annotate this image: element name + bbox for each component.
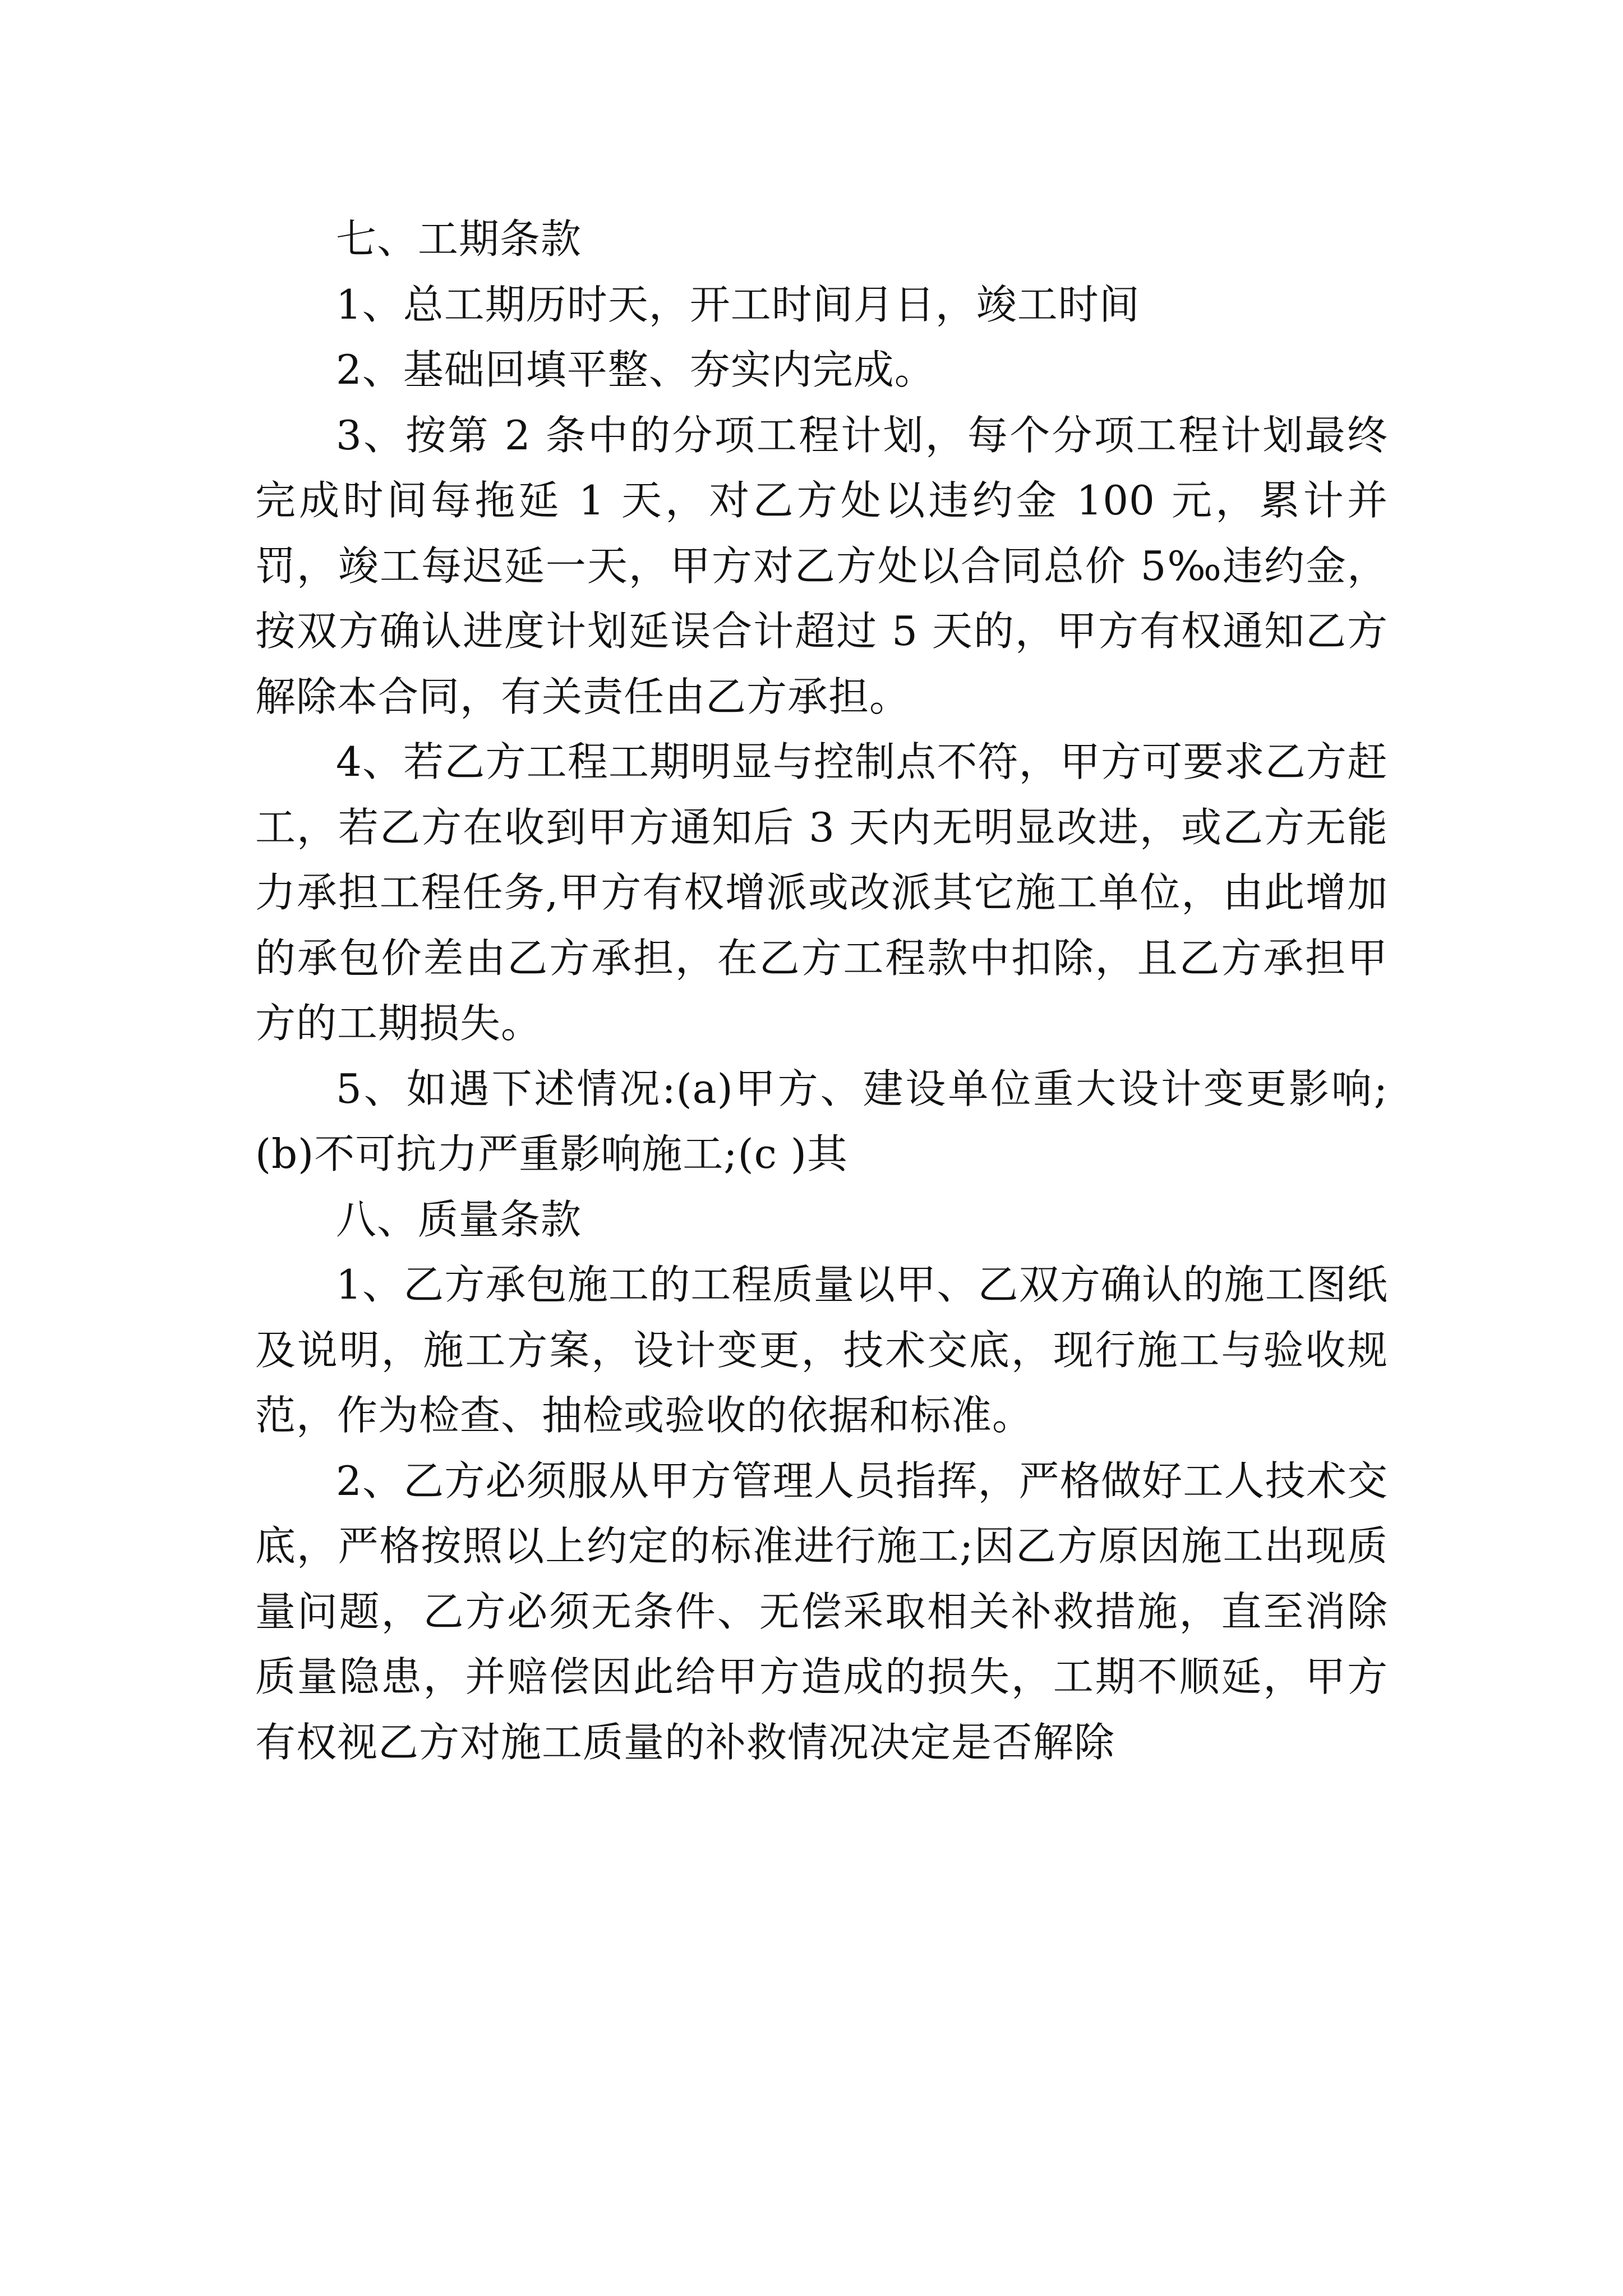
quality-clause-1: 1、乙方承包施工的工程质量以甲、乙双方确认的施工图纸及说明，施工方案，设计变更，技术交底，现行施工与验收规范，作为检查、抽检或验收的依据和标准。 [255, 1261, 1388, 1439]
schedule-clause-4: 4、若乙方工程工期明显与控制点不符，甲方可要求乙方赶工，若乙方在收到甲方通知后 3 天内无明显改进，或乙方无能力承担工程任务,甲方有权增派或改派其它施工单位，由此增加的承包价差由乙方承担，在乙方工程款中扣除，且乙方承担甲方的工期损失。 [255, 738, 1388, 1047]
section-heading-quality: 八、质量条款 [336, 1195, 582, 1243]
schedule-clause-2: 2、基础回填平整、夯实内完成。 [336, 346, 935, 393]
section-heading-schedule: 七、工期条款 [336, 215, 582, 263]
schedule-clause-5: 5、如遇下述情况:(a)甲方、建设单位重大设计变更影响;(b)不可抗力严重影响施工;(c )其 [255, 1065, 1388, 1177]
schedule-clause-1: 1、总工期历时天，开工时间月日，竣工时间 [336, 280, 1140, 328]
quality-clause-2: 2、乙方必须服从甲方管理人员指挥，严格做好工人技术交底，严格按照以上约定的标准进行施工;因乙方原因施工出现质量问题，乙方必须无条件、无偿采取相关补救措施，直至消除质量隐患，并赔偿因此给甲方造成的损失，工期不顺延，甲方有权视乙方对施工质量的补救情况决定是否解除 [255, 1457, 1388, 1766]
schedule-clause-3: 3、按第 2 条中的分项工程计划，每个分项工程计划最终完成时间每拖延 1 天，对乙方处以违约金 100 元，累计并罚，竣工每迟延一天，甲方对乙方处以合同总价 5‰违约金，按双方确认进度计划延误合计超过 5 天的，甲方有权通知乙方解除本合同，有关责任由乙方承担。 [255, 411, 1388, 720]
document-body [255, 206, 1388, 1775]
